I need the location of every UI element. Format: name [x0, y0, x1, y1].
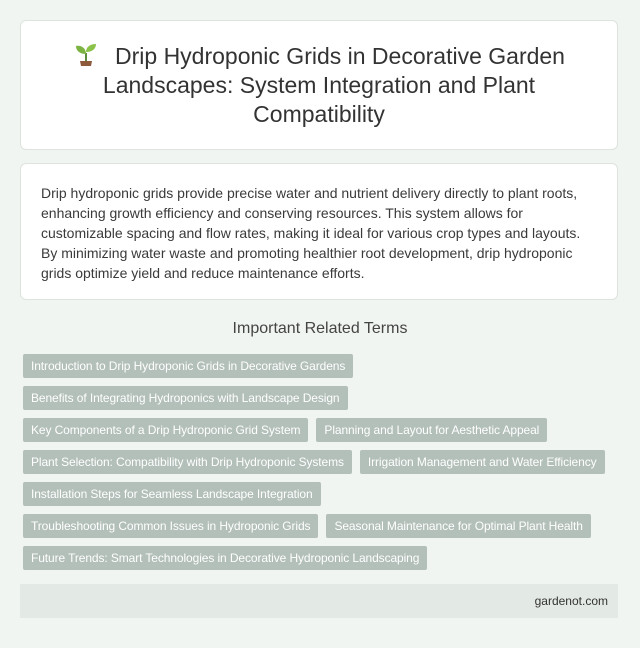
summary-text: Drip hydroponic grids provide precise water and nutrient delivery directly to plant roots, enhancing growth efficiency and conserving resources. This system allows for customizable spacing and flow rates, making it ideal for various crop types and layouts. By minimizing water waste and promoting healthier root development, drip hydroponic grids optimize yield and reduce maintenance efforts. — [41, 185, 581, 281]
term-row — [23, 418, 623, 442]
term-row — [23, 482, 623, 506]
related-terms-heading: Important Related Terms — [232, 320, 408, 337]
summary-card — [20, 163, 618, 300]
title-card — [20, 20, 618, 150]
footer — [20, 584, 618, 618]
related-term-tag[interactable]: Introduction to Drip Hydroponic Grids in Decorative Gardens — [23, 354, 353, 378]
term-row — [23, 450, 623, 474]
related-term-tag[interactable]: Irrigation Management and Water Efficiency — [360, 450, 605, 474]
term-row — [23, 386, 623, 410]
term-row — [23, 354, 623, 378]
related-term-tag[interactable]: Troubleshooting Common Issues in Hydroponic Grids — [23, 514, 318, 538]
related-term-tag[interactable]: Planning and Layout for Aesthetic Appeal — [316, 418, 547, 442]
sprout-icon — [73, 41, 99, 67]
related-terms-list — [23, 354, 623, 578]
page-title-text: Drip Hydroponic Grids in Decorative Garden Landscapes: System Integration and Plant Compatibility — [102, 43, 565, 127]
related-term-tag[interactable]: Installation Steps for Seamless Landscape Integration — [23, 482, 321, 506]
related-term-tag[interactable]: Future Trends: Smart Technologies in Decorative Hydroponic Landscaping — [23, 546, 427, 570]
term-row — [23, 514, 623, 538]
page-title — [45, 41, 593, 129]
footer-site[interactable]: gardenot.com — [534, 594, 608, 608]
related-term-tag[interactable]: Seasonal Maintenance for Optimal Plant Health — [326, 514, 590, 538]
related-term-tag[interactable]: Plant Selection: Compatibility with Drip Hydroponic Systems — [23, 450, 352, 474]
term-row — [23, 546, 623, 570]
related-term-tag[interactable]: Benefits of Integrating Hydroponics with Landscape Design — [23, 386, 348, 410]
related-term-tag[interactable]: Key Components of a Drip Hydroponic Grid System — [23, 418, 308, 442]
